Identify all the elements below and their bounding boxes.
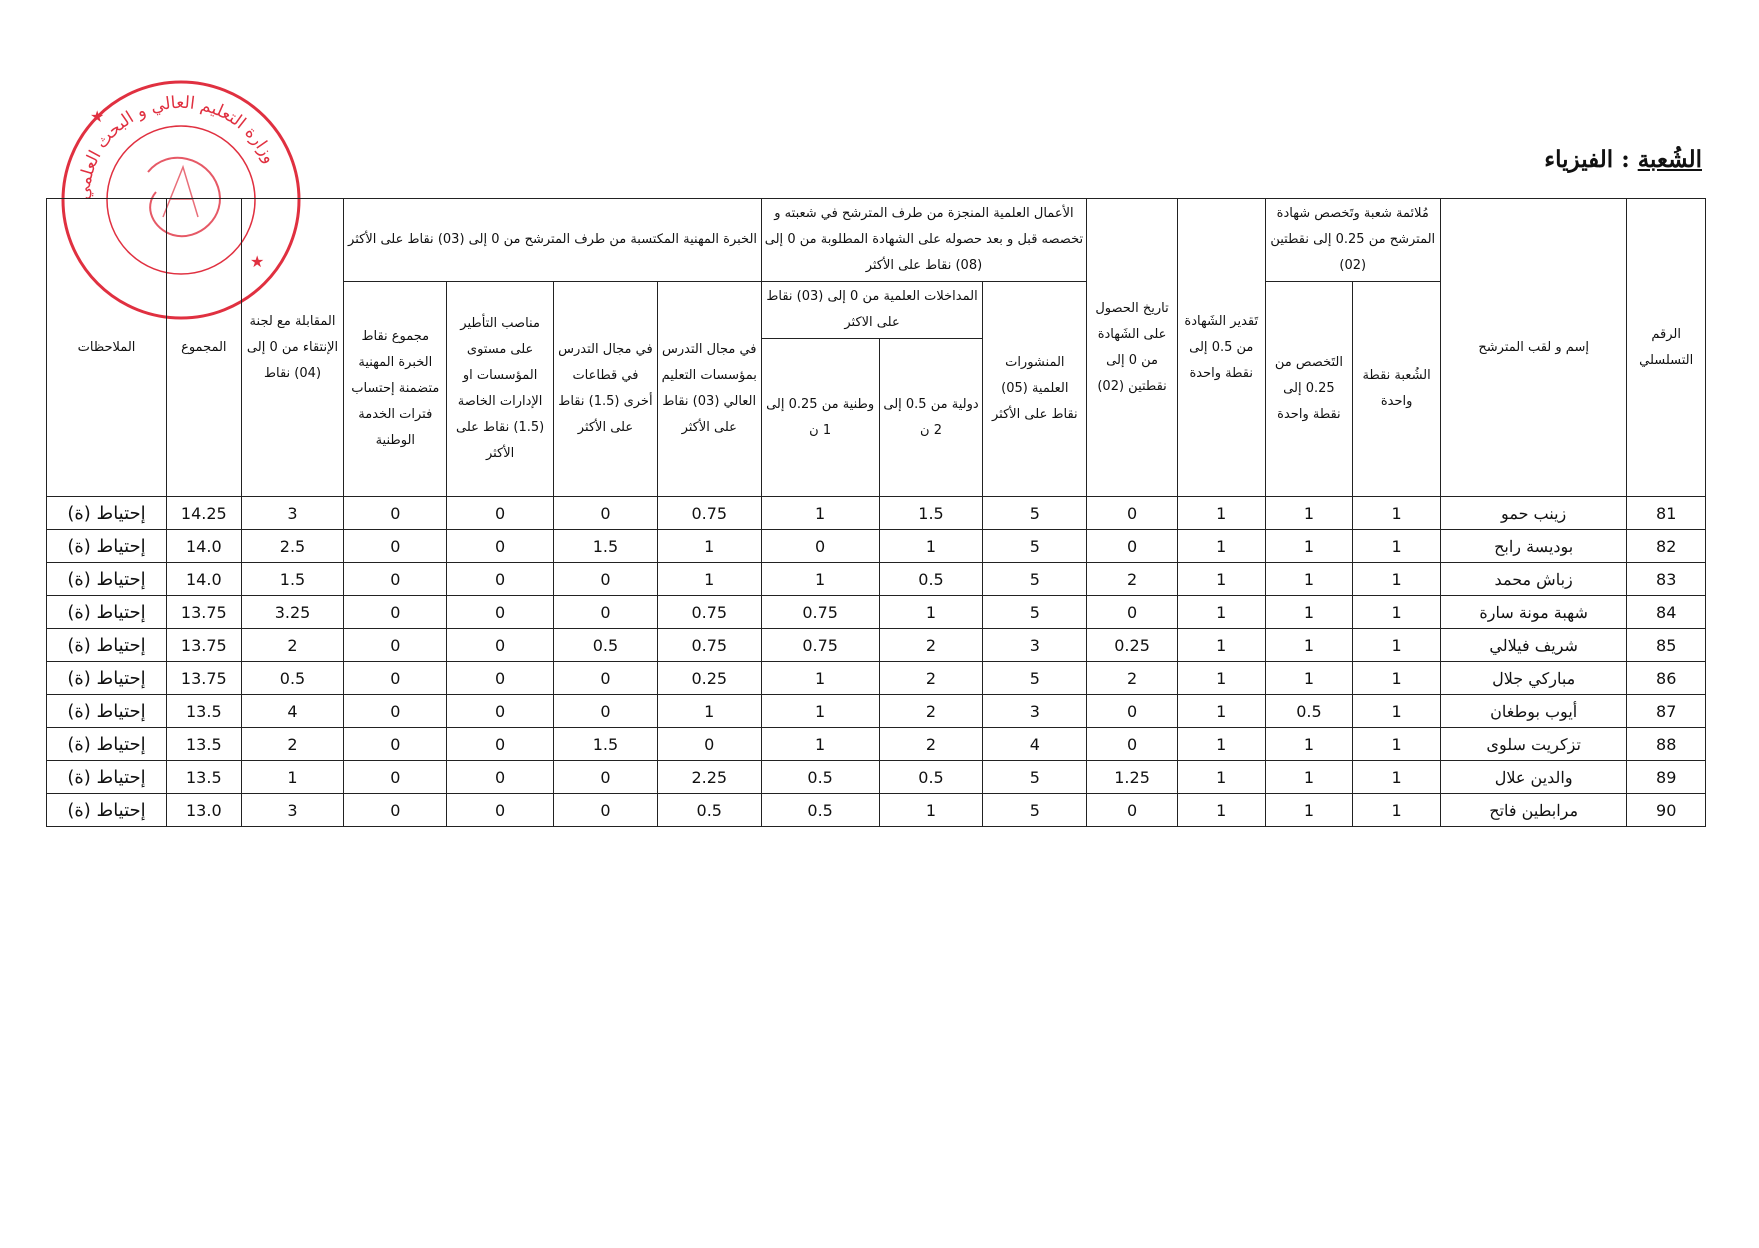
cell-talks-natl: 1 [761,695,879,728]
cell-name: شريف فيلالي [1440,629,1626,662]
cell-talks-natl: 1 [761,662,879,695]
header-exp-total: مجموع نقاط الخبرة المهنية متضمنة إحتساب فترات الخدمة الوطنية [344,282,447,497]
table-row [47,563,1706,596]
cell-exp-super: 0 [447,563,554,596]
cell-date: 0.25 [1087,629,1178,662]
stamp-text-path: وزارة التعليم العالي و البحث العلمي [73,92,280,201]
header-exp-other: في مجال التدرس في قطاعات أخرى (1.5) نقاط على الأكثر [554,282,658,497]
header-exp-higher: في مجال التدرس بمؤسسات التعليم العالي (03) نقاط على الأكثر [657,282,761,497]
cell-exp-total: 0 [344,794,447,827]
header-talks-intl: دولية من 0.5 إلى 2 ن [879,339,983,497]
cell-talks-natl: 0.5 [761,761,879,794]
cell-total: 13.75 [167,596,242,629]
cell-exp-higher: 0.25 [657,662,761,695]
cell-total: 13.5 [167,728,242,761]
cell-interview: 2 [241,629,344,662]
cell-exp-higher: 1 [657,563,761,596]
cell-exp-other: 0 [554,662,658,695]
cell-talks-natl: 0 [761,530,879,563]
cell-fit-spec: 1 [1265,563,1353,596]
cell-fit-spec: 1 [1265,728,1353,761]
cell-exp-total: 0 [344,629,447,662]
cell-serial: 88 [1627,728,1706,761]
table-row [47,761,1706,794]
table-row [47,794,1706,827]
cell-notes: إحتياط (ة) [47,596,167,629]
table-row [47,629,1706,662]
cell-talks-natl: 0.75 [761,629,879,662]
cell-total: 13.5 [167,695,242,728]
cell-pubs: 5 [983,563,1087,596]
cell-exp-other: 0 [554,563,658,596]
header-date: تاريخ الحصول على الشَهادة من 0 إلى نقطتين (02) [1087,199,1178,497]
cell-talks-intl: 0.5 [879,563,983,596]
header-fit-branch: الشُعبة نقطة واحدة [1353,282,1441,497]
table-row [47,662,1706,695]
header-serial: الرقم التسلسلي [1627,199,1706,497]
cell-exp-higher: 0.5 [657,794,761,827]
cell-talks-natl: 0.5 [761,794,879,827]
cell-date: 0 [1087,695,1178,728]
header-grade: تَقدير الشَهادة من 0.5 إلى نقطة واحدة [1177,199,1265,497]
cell-exp-higher: 0.75 [657,629,761,662]
cell-fit-branch: 1 [1353,563,1441,596]
cell-talks-intl: 2 [879,728,983,761]
cell-grade: 1 [1177,761,1265,794]
cell-grade: 1 [1177,662,1265,695]
cell-date: 0 [1087,728,1178,761]
cell-serial: 85 [1627,629,1706,662]
cell-exp-higher: 1 [657,695,761,728]
cell-interview: 3.25 [241,596,344,629]
cell-talks-intl: 1 [879,794,983,827]
cell-exp-super: 0 [447,662,554,695]
header-name: إسم و لقب المترشح [1440,199,1626,497]
cell-fit-branch: 1 [1353,497,1441,530]
cell-pubs: 5 [983,794,1087,827]
cell-name: والدين علال [1440,761,1626,794]
cell-exp-other: 0 [554,794,658,827]
cell-pubs: 5 [983,596,1087,629]
table-body [47,497,1706,827]
cell-grade: 1 [1177,596,1265,629]
cell-exp-other: 0 [554,761,658,794]
cell-exp-total: 0 [344,728,447,761]
cell-grade: 1 [1177,563,1265,596]
cell-fit-spec: 1 [1265,662,1353,695]
header-fit-group: مُلائمة شعبة وتَخصص شهادة المترشح من 0.25 إلى نقطتين (02) [1265,199,1440,282]
cell-date: 0 [1087,530,1178,563]
cell-fit-spec: 1 [1265,629,1353,662]
cell-exp-higher: 1 [657,530,761,563]
cell-fit-branch: 1 [1353,695,1441,728]
cell-interview: 1 [241,761,344,794]
cell-exp-higher: 0.75 [657,596,761,629]
cell-fit-spec: 1 [1265,794,1353,827]
cell-fit-branch: 1 [1353,596,1441,629]
cell-serial: 83 [1627,563,1706,596]
cell-talks-intl: 2 [879,629,983,662]
cell-serial: 87 [1627,695,1706,728]
table-row [47,596,1706,629]
cell-exp-other: 0 [554,497,658,530]
cell-notes: إحتياط (ة) [47,530,167,563]
table-row [47,728,1706,761]
cell-date: 0 [1087,596,1178,629]
cell-fit-spec: 1 [1265,530,1353,563]
cell-grade: 1 [1177,794,1265,827]
table-row [47,530,1706,563]
cell-exp-total: 0 [344,695,447,728]
cell-date: 2 [1087,563,1178,596]
cell-notes: إحتياط (ة) [47,497,167,530]
cell-notes: إحتياط (ة) [47,761,167,794]
cell-total: 13.5 [167,761,242,794]
cell-exp-other: 1.5 [554,728,658,761]
cell-date: 2 [1087,662,1178,695]
cell-fit-spec: 0.5 [1265,695,1353,728]
cell-total: 14.25 [167,497,242,530]
cell-fit-spec: 1 [1265,596,1353,629]
cell-interview: 0.5 [241,662,344,695]
table-row [47,497,1706,530]
header-fit-spec: التَخصص من 0.25 إلى نقطة واحدة [1265,282,1353,497]
header-notes: الملاحظات [47,199,167,497]
header-exp-super: مناصب التأطير على مستوى المؤسسات او الإدارات الخاصة (1.5) نقاط على الأكثر [447,282,554,497]
cell-interview: 1.5 [241,563,344,596]
cell-interview: 2 [241,728,344,761]
cell-exp-super: 0 [447,794,554,827]
cell-exp-other: 0 [554,695,658,728]
cell-exp-total: 0 [344,662,447,695]
cell-fit-branch: 1 [1353,761,1441,794]
cell-serial: 86 [1627,662,1706,695]
cell-interview: 4 [241,695,344,728]
cell-talks-intl: 2 [879,662,983,695]
stamp-star-icon: ★ [250,252,265,271]
cell-interview: 2.5 [241,530,344,563]
cell-notes: إحتياط (ة) [47,662,167,695]
cell-exp-super: 0 [447,596,554,629]
cell-talks-natl: 1 [761,563,879,596]
cell-name: زباش محمد [1440,563,1626,596]
cell-name: مباركي جلال [1440,662,1626,695]
cell-talks-intl: 0.5 [879,761,983,794]
cell-exp-super: 0 [447,530,554,563]
cell-fit-spec: 1 [1265,761,1353,794]
cell-fit-branch: 1 [1353,794,1441,827]
header-interview: المقابلة مع لجنة الإنتقاء من 0 إلى (04) نقاط [241,199,344,497]
cell-serial: 89 [1627,761,1706,794]
cell-exp-super: 0 [447,761,554,794]
cell-grade: 1 [1177,695,1265,728]
cell-serial: 90 [1627,794,1706,827]
cell-fit-branch: 1 [1353,662,1441,695]
cell-name: مرابطين فاتح [1440,794,1626,827]
cell-exp-total: 0 [344,596,447,629]
cell-talks-intl: 1 [879,530,983,563]
cell-fit-branch: 1 [1353,530,1441,563]
cell-talks-natl: 1 [761,728,879,761]
cell-pubs: 5 [983,662,1087,695]
cell-pubs: 3 [983,629,1087,662]
cell-notes: إحتياط (ة) [47,629,167,662]
cell-grade: 1 [1177,728,1265,761]
cell-notes: إحتياط (ة) [47,794,167,827]
candidates-table [46,198,1706,827]
cell-exp-other: 0 [554,596,658,629]
cell-total: 13.75 [167,629,242,662]
cell-talks-intl: 1 [879,596,983,629]
cell-talks-natl: 1 [761,497,879,530]
header-talks-natl: وطنية من 0.25 إلى 1 ن [761,339,879,497]
cell-exp-super: 0 [447,728,554,761]
cell-exp-total: 0 [344,563,447,596]
cell-interview: 3 [241,497,344,530]
cell-total: 13.75 [167,662,242,695]
cell-pubs: 5 [983,497,1087,530]
cell-pubs: 5 [983,761,1087,794]
cell-fit-spec: 1 [1265,497,1353,530]
cell-exp-super: 0 [447,629,554,662]
title-value: الفيزياء [1544,146,1614,173]
cell-exp-total: 0 [344,761,447,794]
cell-exp-other: 1.5 [554,530,658,563]
cell-exp-total: 0 [344,530,447,563]
cell-exp-higher: 0 [657,728,761,761]
cell-pubs: 5 [983,530,1087,563]
cell-date: 0 [1087,794,1178,827]
cell-interview: 3 [241,794,344,827]
cell-notes: إحتياط (ة) [47,563,167,596]
title-separator: : [1613,146,1638,173]
cell-grade: 1 [1177,530,1265,563]
cell-serial: 81 [1627,497,1706,530]
cell-name: بوديسة رابح [1440,530,1626,563]
header-total: المجموع [167,199,242,497]
title-label: الشُعبة [1637,146,1702,173]
cell-name: زينب حمو [1440,497,1626,530]
cell-grade: 1 [1177,629,1265,662]
header-talks-group: المداخلات العلمية من 0 إلى (03) نقاط على الاكثر [761,282,983,339]
header-sci-group: الأعمال العلمية المنجزة من طرف المترشح في شعبته و تخصصه قبل و بعد حصوله على الشهادة المطلوبة من 0 إلى (08) نقاط على الأكثر [761,199,1087,282]
stamp-star-icon: ★ [90,107,105,126]
cell-talks-intl: 2 [879,695,983,728]
cell-exp-super: 0 [447,497,554,530]
cell-total: 14.0 [167,563,242,596]
cell-talks-intl: 1.5 [879,497,983,530]
table-row [47,695,1706,728]
cell-fit-branch: 1 [1353,728,1441,761]
cell-grade: 1 [1177,497,1265,530]
cell-date: 1.25 [1087,761,1178,794]
cell-fit-branch: 1 [1353,629,1441,662]
cell-exp-higher: 0.75 [657,497,761,530]
cell-talks-natl: 0.75 [761,596,879,629]
header-exp-group: الخبرة المهنية المكتسبة من طرف المترشح من 0 إلى (03) نقاط على الأكثر [344,199,761,282]
header-pubs: المنشورات العلمية (05) نقاط على الأكثر [983,282,1087,497]
cell-exp-super: 0 [447,695,554,728]
cell-name: شهبة مونة سارة [1440,596,1626,629]
cell-pubs: 3 [983,695,1087,728]
cell-name: أيوب بوطغان [1440,695,1626,728]
cell-exp-total: 0 [344,497,447,530]
cell-total: 14.0 [167,530,242,563]
cell-serial: 84 [1627,596,1706,629]
cell-exp-other: 0.5 [554,629,658,662]
cell-pubs: 4 [983,728,1087,761]
cell-serial: 82 [1627,530,1706,563]
cell-notes: إحتياط (ة) [47,695,167,728]
cell-total: 13.0 [167,794,242,827]
cell-date: 0 [1087,497,1178,530]
cell-exp-higher: 2.25 [657,761,761,794]
cell-name: تزكريت سلوى [1440,728,1626,761]
cell-notes: إحتياط (ة) [47,728,167,761]
page-title [1544,146,1702,173]
